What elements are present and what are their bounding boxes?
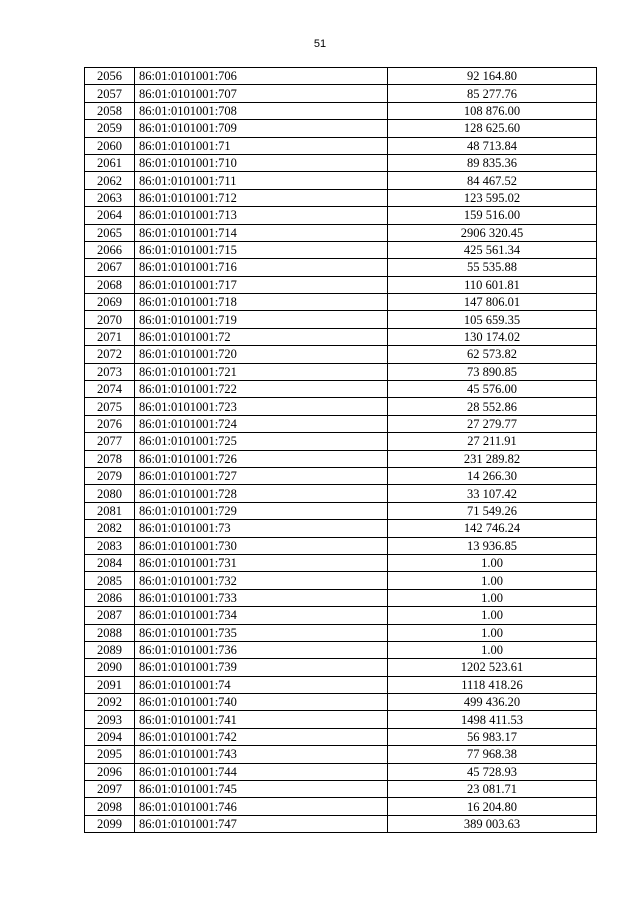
table-row: [85, 763, 597, 780]
cadastral-number: 86:01:0101001:710: [135, 154, 388, 171]
cadastral-number: 86:01:0101001:746: [135, 798, 388, 815]
row-number: 2076: [85, 415, 135, 432]
row-number: 2059: [85, 120, 135, 137]
table-row: [85, 676, 597, 693]
table-row: [85, 589, 597, 606]
cadastral-number: 86:01:0101001:740: [135, 694, 388, 711]
cadastral-value: 14 266.30: [388, 467, 597, 484]
table-row: [85, 694, 597, 711]
cadastral-value: 27 279.77: [388, 415, 597, 432]
cadastral-value: 33 107.42: [388, 485, 597, 502]
cadastral-number: 86:01:0101001:73: [135, 520, 388, 537]
table-row: [85, 485, 597, 502]
row-number: 2062: [85, 172, 135, 189]
cadastral-number: 86:01:0101001:730: [135, 537, 388, 554]
row-number: 2098: [85, 798, 135, 815]
table-row: [85, 381, 597, 398]
row-number: 2080: [85, 485, 135, 502]
table-row: [85, 137, 597, 154]
cadastral-value: 85 277.76: [388, 85, 597, 102]
table-row: [85, 224, 597, 241]
table-row: [85, 398, 597, 415]
cadastral-value: 27 211.91: [388, 433, 597, 450]
cadastral-number: 86:01:0101001:733: [135, 589, 388, 606]
row-number: 2082: [85, 520, 135, 537]
row-number: 2060: [85, 137, 135, 154]
cadastral-number: 86:01:0101001:706: [135, 68, 388, 85]
cadastral-value: 231 289.82: [388, 450, 597, 467]
cadastral-number: 86:01:0101001:720: [135, 346, 388, 363]
table-row: [85, 624, 597, 641]
table-row: [85, 659, 597, 676]
table-row: [85, 781, 597, 798]
row-number: 2090: [85, 659, 135, 676]
cadastral-value: 1498 411.53: [388, 711, 597, 728]
row-number: 2099: [85, 815, 135, 832]
row-number: 2077: [85, 433, 135, 450]
cadastral-number: 86:01:0101001:732: [135, 572, 388, 589]
cadastral-number: 86:01:0101001:739: [135, 659, 388, 676]
row-number: 2074: [85, 381, 135, 398]
cadastral-value: 2906 320.45: [388, 224, 597, 241]
table-row: [85, 311, 597, 328]
table-row: [85, 433, 597, 450]
cadastral-value: 1202 523.61: [388, 659, 597, 676]
row-number: 2085: [85, 572, 135, 589]
table-row: [85, 798, 597, 815]
table-row: [85, 641, 597, 658]
row-number: 2065: [85, 224, 135, 241]
cadastral-number: 86:01:0101001:729: [135, 502, 388, 519]
table-row: [85, 68, 597, 85]
cadastral-value: 159 516.00: [388, 207, 597, 224]
cadastral-number: 86:01:0101001:709: [135, 120, 388, 137]
row-number: 2058: [85, 102, 135, 119]
table-row: [85, 520, 597, 537]
table-row: [85, 815, 597, 832]
table-row: [85, 467, 597, 484]
cadastral-value: 55 535.88: [388, 259, 597, 276]
table-body: [85, 68, 597, 833]
cadastral-number: 86:01:0101001:723: [135, 398, 388, 415]
cadastral-value: 89 835.36: [388, 154, 597, 171]
row-number: 2072: [85, 346, 135, 363]
cadastral-number: 86:01:0101001:735: [135, 624, 388, 641]
cadastral-value: 56 983.17: [388, 728, 597, 745]
table-row: [85, 415, 597, 432]
row-number: 2075: [85, 398, 135, 415]
table-row: [85, 102, 597, 119]
table-row: [85, 711, 597, 728]
cadastral-number: 86:01:0101001:747: [135, 815, 388, 832]
table-row: [85, 259, 597, 276]
cadastral-number: 86:01:0101001:711: [135, 172, 388, 189]
row-number: 2069: [85, 294, 135, 311]
cadastral-value: 142 746.24: [388, 520, 597, 537]
cadastral-value: 128 625.60: [388, 120, 597, 137]
row-number: 2093: [85, 711, 135, 728]
row-number: 2095: [85, 746, 135, 763]
table-row: [85, 746, 597, 763]
cadastral-number: 86:01:0101001:734: [135, 607, 388, 624]
cadastral-value-table: [84, 67, 597, 833]
table-row: [85, 450, 597, 467]
row-number: 2089: [85, 641, 135, 658]
row-number: 2073: [85, 363, 135, 380]
cadastral-value: 1.00: [388, 554, 597, 571]
cadastral-value: 389 003.63: [388, 815, 597, 832]
cadastral-number: 86:01:0101001:744: [135, 763, 388, 780]
table-row: [85, 154, 597, 171]
cadastral-value: 45 576.00: [388, 381, 597, 398]
cadastral-number: 86:01:0101001:719: [135, 311, 388, 328]
cadastral-value: 1118 418.26: [388, 676, 597, 693]
row-number: 2088: [85, 624, 135, 641]
table-row: [85, 346, 597, 363]
cadastral-number: 86:01:0101001:743: [135, 746, 388, 763]
table-row: [85, 120, 597, 137]
cadastral-number: 86:01:0101001:712: [135, 189, 388, 206]
cadastral-value: 71 549.26: [388, 502, 597, 519]
cadastral-value: 48 713.84: [388, 137, 597, 154]
cadastral-number: 86:01:0101001:717: [135, 276, 388, 293]
row-number: 2068: [85, 276, 135, 293]
table-row: [85, 241, 597, 258]
row-number: 2064: [85, 207, 135, 224]
cadastral-number: 86:01:0101001:725: [135, 433, 388, 450]
table-row: [85, 728, 597, 745]
cadastral-value: 23 081.71: [388, 781, 597, 798]
table-row: [85, 537, 597, 554]
row-number: 2097: [85, 781, 135, 798]
table-row: [85, 276, 597, 293]
cadastral-value: 108 876.00: [388, 102, 597, 119]
cadastral-number: 86:01:0101001:727: [135, 467, 388, 484]
row-number: 2063: [85, 189, 135, 206]
cadastral-number: 86:01:0101001:72: [135, 328, 388, 345]
cadastral-value: 13 936.85: [388, 537, 597, 554]
cadastral-number: 86:01:0101001:708: [135, 102, 388, 119]
cadastral-value: 84 467.52: [388, 172, 597, 189]
row-number: 2070: [85, 311, 135, 328]
cadastral-number: 86:01:0101001:736: [135, 641, 388, 658]
cadastral-number: 86:01:0101001:741: [135, 711, 388, 728]
row-number: 2061: [85, 154, 135, 171]
row-number: 2066: [85, 241, 135, 258]
cadastral-value: 110 601.81: [388, 276, 597, 293]
row-number: 2091: [85, 676, 135, 693]
table-row: [85, 363, 597, 380]
cadastral-value: 499 436.20: [388, 694, 597, 711]
cadastral-value: 16 204.80: [388, 798, 597, 815]
row-number: 2078: [85, 450, 135, 467]
table-row: [85, 502, 597, 519]
cadastral-value: 123 595.02: [388, 189, 597, 206]
table-row: [85, 328, 597, 345]
cadastral-value: 1.00: [388, 607, 597, 624]
cadastral-number: 86:01:0101001:707: [135, 85, 388, 102]
cadastral-number: 86:01:0101001:742: [135, 728, 388, 745]
row-number: 2086: [85, 589, 135, 606]
cadastral-number: 86:01:0101001:728: [135, 485, 388, 502]
cadastral-value: 1.00: [388, 589, 597, 606]
cadastral-number: 86:01:0101001:745: [135, 781, 388, 798]
cadastral-value: 73 890.85: [388, 363, 597, 380]
row-number: 2056: [85, 68, 135, 85]
cadastral-number: 86:01:0101001:726: [135, 450, 388, 467]
table-row: [85, 172, 597, 189]
cadastral-value: 77 968.38: [388, 746, 597, 763]
cadastral-value: 1.00: [388, 641, 597, 658]
row-number: 2071: [85, 328, 135, 345]
page-number: 51: [313, 38, 327, 50]
cadastral-value: 62 573.82: [388, 346, 597, 363]
cadastral-value: 1.00: [388, 624, 597, 641]
cadastral-value: 45 728.93: [388, 763, 597, 780]
cadastral-value: 1.00: [388, 572, 597, 589]
cadastral-number: 86:01:0101001:724: [135, 415, 388, 432]
cadastral-number: 86:01:0101001:74: [135, 676, 388, 693]
cadastral-value: 425 561.34: [388, 241, 597, 258]
cadastral-number: 86:01:0101001:71: [135, 137, 388, 154]
cadastral-value: 92 164.80: [388, 68, 597, 85]
row-number: 2096: [85, 763, 135, 780]
cadastral-number: 86:01:0101001:731: [135, 554, 388, 571]
row-number: 2067: [85, 259, 135, 276]
table-row: [85, 572, 597, 589]
cadastral-number: 86:01:0101001:716: [135, 259, 388, 276]
cadastral-value: 105 659.35: [388, 311, 597, 328]
table-row: [85, 607, 597, 624]
row-number: 2081: [85, 502, 135, 519]
cadastral-number: 86:01:0101001:718: [135, 294, 388, 311]
table-row: [85, 554, 597, 571]
row-number: 2087: [85, 607, 135, 624]
row-number: 2092: [85, 694, 135, 711]
cadastral-value: 147 806.01: [388, 294, 597, 311]
cadastral-value: 28 552.86: [388, 398, 597, 415]
cadastral-number: 86:01:0101001:713: [135, 207, 388, 224]
cadastral-number: 86:01:0101001:722: [135, 381, 388, 398]
cadastral-value: 130 174.02: [388, 328, 597, 345]
cadastral-number: 86:01:0101001:715: [135, 241, 388, 258]
row-number: 2057: [85, 85, 135, 102]
row-number: 2083: [85, 537, 135, 554]
table-row: [85, 85, 597, 102]
table-row: [85, 189, 597, 206]
row-number: 2094: [85, 728, 135, 745]
row-number: 2084: [85, 554, 135, 571]
table-row: [85, 207, 597, 224]
cadastral-number: 86:01:0101001:721: [135, 363, 388, 380]
cadastral-number: 86:01:0101001:714: [135, 224, 388, 241]
table-row: [85, 294, 597, 311]
row-number: 2079: [85, 467, 135, 484]
